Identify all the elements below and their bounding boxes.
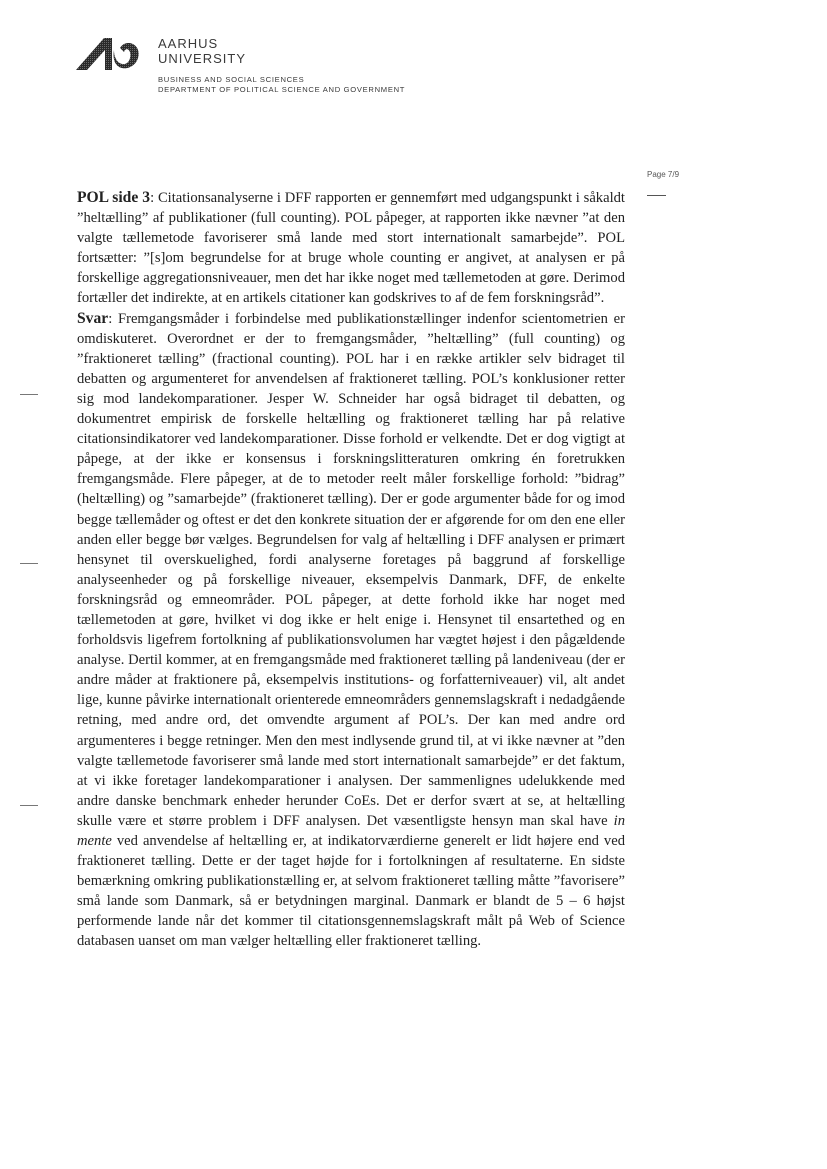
svar-text-1: : Fremgangsmåder i forbindelse med publikationstællinger indenfor scientometrien er omdiskuteret. Overordnet er der to fremgangsmåder, ”heltælling” (full counting) og ”fraktioneret tælling” (fractional counting). POL har i en række artikler selv bidraget til debatten og argumenteret for anvendelsen af fraktioneret tælling. POL’s konklusioner retter sig mod landekomparationer. Jesper W. Schneider har også bidraget til debatten, og dokumentret empirisk de forskelle heltælling og fraktioneret tælling har på relative citationsindikatorer ved landekomparationer. Disse forhold er velkendte. Det er dog vigtigt at påpege, at der ikke er konsensus i forskningslitteraturen omkring én foretrukken fremgangsmåde. Flere påpeger, at de to metoder reelt måler forskellige forhold: ”bidrag” (heltælling) og ”samarbejde” (fraktioneret tælling). Der er gode argumenter både for og imod begge tællemåder og oftest er det den konkrete situation der er afgørende for om den ene eller anden eller begge bør vælges. Begrundelsen for valg af heltælling i DFF analysen er primært hensynet til overskuelighed, fordi analyserne foretages på baggrund af forskellige analyseenheder og på forskellige niveauer, eksempelvis Danmark, DFF, de enkelte forskningsråd og emneområder. POL påpeger, at dette forhold ikke har noget med tællemetoden at gøre, hvilket vi dog ikke er helt enige i. Hensynet til ensartethed og en forholdsvis ligefrem fortolkning af publikationsvolumen har vægtet højest i den pågældende analyse. Dertil kommer, at en fremgangsmåde med fraktioneret tælling på landeniveau (der er andre måder at fraktionere på, eksempelvis institutions- og forfatterniveauer) vil, alt andet lige, kunne påvirke internationalt orienterede emneområders gennemslagskraft i nedadgående retning, med andre ord, det omvendte argument af POL’s. Der kan med andre ord argumenteres i begge retninger. Men den mest indlysende grund til, at vi ikke nævner at ”den valgte tællemetode favoriserer små lande med stort internationalt samarbejde” er det faktum, at vi ikke foretager landekomparationer i analysen. Der sammenlignes udelukkende med andre danske benchmark enheder herunder CoEs. Det er derfor svært at se, at heltælling skulle være et større problem i DFF analysen. Det væsentligste hensyn man skal have xyxy=(77,310,625,829)
pol-label: POL side 3 xyxy=(77,189,151,206)
svar-text-2: ved anvendelse af heltælling er, at indikatorværdierne generelt er lidt højere end ved fraktioneret tælling. Dette er der taget højde for i fortolkningen af resultaterne. En sidste bemærkning omkring publikationstælling er, at selvom fraktioneret tælling måtte ”favorisere” små lande som Danmark, så er betydningen marginal. Danmark er blandt de 5 – 6 højst performende lande når det kommer til citationsgennemslagskraft målt på Web of Science databasen uanset om man vælger heltælling eller fraktioneret tælling. xyxy=(77,833,625,950)
margin-mark xyxy=(20,563,38,564)
aarhus-university-logo xyxy=(74,36,144,72)
margin-mark xyxy=(20,394,38,395)
svar-paragraph xyxy=(77,309,625,952)
pol-paragraph xyxy=(77,188,625,309)
university-name-line1: AARHUS xyxy=(158,36,219,51)
university-name xyxy=(158,36,246,66)
page-number-rule xyxy=(647,195,666,196)
pol-text: : Citationsanalyserne i DFF rapporten er gennemført med udgangspunkt i såkaldt ”heltælling” af publikationer (full counting). POL påpeger, at rapporten ikke nævner ”at den valgte tællemetode favoriserer små lande med stort internationalt samarbejde”. POL fortsætter: ”[s]om begrundelse for at bruge whole counting er angivet, at analysen er på forskellige aggregationsniveauer, men det har ikke noget med tællemetoden at gøre. Derimod fortæller det indirekte, at en artikels citationer kan godskrives to af de fem forskningsråd”. xyxy=(77,190,625,307)
university-name-line2: UNIVERSITY xyxy=(158,51,247,66)
body-text xyxy=(77,188,625,952)
faculty-name: BUSINESS AND SOCIAL SCIENCES xyxy=(158,75,305,84)
letterhead xyxy=(74,34,534,104)
page-number: Page 7/9 xyxy=(647,170,680,179)
margin-mark xyxy=(20,805,38,806)
faculty-block xyxy=(158,75,405,95)
svar-italic: in mente xyxy=(77,812,625,849)
svar-label: Svar xyxy=(77,309,109,327)
department-name: DEPARTMENT OF POLITICAL SCIENCE AND GOVERNMENT xyxy=(158,85,406,94)
